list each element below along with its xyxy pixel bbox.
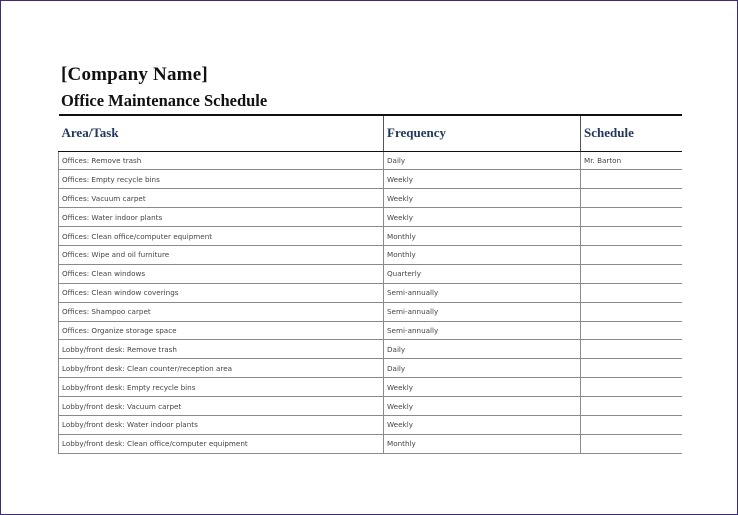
column-header-area-task[interactable]: Area/Task xyxy=(59,115,384,151)
cell-schedule[interactable]: Mr. Barton xyxy=(581,151,682,170)
cell-area-task[interactable]: Offices: Clean windows xyxy=(59,264,384,283)
cell-area-task[interactable]: Offices: Vacuum carpet xyxy=(59,189,384,208)
cell-frequency[interactable]: Monthly xyxy=(384,227,581,246)
cell-area-task[interactable]: Offices: Clean window coverings xyxy=(59,283,384,302)
maintenance-schedule-table xyxy=(58,114,682,454)
cell-schedule[interactable] xyxy=(581,359,682,378)
cell-area-task[interactable]: Offices: Empty recycle bins xyxy=(59,170,384,189)
cell-schedule[interactable] xyxy=(581,283,682,302)
cell-schedule[interactable] xyxy=(581,415,682,434)
cell-area-task[interactable]: Lobby/front desk: Clean office/computer equipment xyxy=(59,434,384,453)
cell-frequency[interactable]: Semi-annually xyxy=(384,321,581,340)
cell-area-task[interactable]: Offices: Shampoo carpet xyxy=(59,302,384,321)
cell-frequency[interactable]: Weekly xyxy=(384,189,581,208)
cell-area-task[interactable]: Offices: Water indoor plants xyxy=(59,208,384,227)
table-row xyxy=(59,170,682,189)
table-row xyxy=(59,359,682,378)
schedule-table-container xyxy=(58,114,681,454)
table-row xyxy=(59,264,682,283)
cell-area-task[interactable]: Lobby/front desk: Remove trash xyxy=(59,340,384,359)
cell-area-task[interactable]: Offices: Organize storage space xyxy=(59,321,384,340)
table-row xyxy=(59,283,682,302)
cell-frequency[interactable]: Daily xyxy=(384,151,581,170)
cell-area-task[interactable]: Offices: Wipe and oil furniture xyxy=(59,245,384,264)
cell-area-task[interactable]: Offices: Remove trash xyxy=(59,151,384,170)
cell-schedule[interactable] xyxy=(581,208,682,227)
table-row xyxy=(59,415,682,434)
cell-frequency[interactable]: Semi-annually xyxy=(384,302,581,321)
cell-schedule[interactable] xyxy=(581,340,682,359)
cell-schedule[interactable] xyxy=(581,321,682,340)
cell-frequency[interactable]: Weekly xyxy=(384,415,581,434)
table-body xyxy=(59,151,682,453)
page-title[interactable]: Office Maintenance Schedule xyxy=(61,91,268,110)
table-row xyxy=(59,208,682,227)
table-row xyxy=(59,321,682,340)
cell-schedule[interactable] xyxy=(581,434,682,453)
cell-schedule[interactable] xyxy=(581,170,682,189)
column-header-frequency[interactable]: Frequency xyxy=(384,115,581,151)
cell-area-task[interactable]: Lobby/front desk: Empty recycle bins xyxy=(59,378,384,397)
cell-area-task[interactable]: Offices: Clean office/computer equipment xyxy=(59,227,384,246)
cell-schedule[interactable] xyxy=(581,189,682,208)
cell-schedule[interactable] xyxy=(581,227,682,246)
cell-frequency[interactable]: Daily xyxy=(384,359,581,378)
cell-area-task[interactable]: Lobby/front desk: Vacuum carpet xyxy=(59,397,384,416)
cell-frequency[interactable]: Quarterly xyxy=(384,264,581,283)
table-row xyxy=(59,434,682,453)
table-header-row xyxy=(59,115,682,151)
table-row xyxy=(59,245,682,264)
table-row xyxy=(59,189,682,208)
cell-frequency[interactable]: Monthly xyxy=(384,245,581,264)
cell-area-task[interactable]: Lobby/front desk: Clean counter/reception area xyxy=(59,359,384,378)
table-row xyxy=(59,302,682,321)
cell-schedule[interactable] xyxy=(581,264,682,283)
cell-frequency[interactable]: Weekly xyxy=(384,397,581,416)
cell-schedule[interactable] xyxy=(581,397,682,416)
table-row xyxy=(59,340,682,359)
cell-schedule[interactable] xyxy=(581,302,682,321)
cell-schedule[interactable] xyxy=(581,245,682,264)
table-row xyxy=(59,151,682,170)
cell-frequency[interactable]: Weekly xyxy=(384,170,581,189)
cell-frequency[interactable]: Monthly xyxy=(384,434,581,453)
cell-frequency[interactable]: Weekly xyxy=(384,208,581,227)
cell-frequency[interactable]: Daily xyxy=(384,340,581,359)
table-row xyxy=(59,227,682,246)
table-row xyxy=(59,397,682,416)
cell-schedule[interactable] xyxy=(581,378,682,397)
cell-frequency[interactable]: Semi-annually xyxy=(384,283,581,302)
cell-frequency[interactable]: Weekly xyxy=(384,378,581,397)
company-name[interactable]: [Company Name] xyxy=(61,64,208,85)
table-row xyxy=(59,378,682,397)
column-header-schedule[interactable]: Schedule xyxy=(581,115,682,151)
cell-area-task[interactable]: Lobby/front desk: Water indoor plants xyxy=(59,415,384,434)
